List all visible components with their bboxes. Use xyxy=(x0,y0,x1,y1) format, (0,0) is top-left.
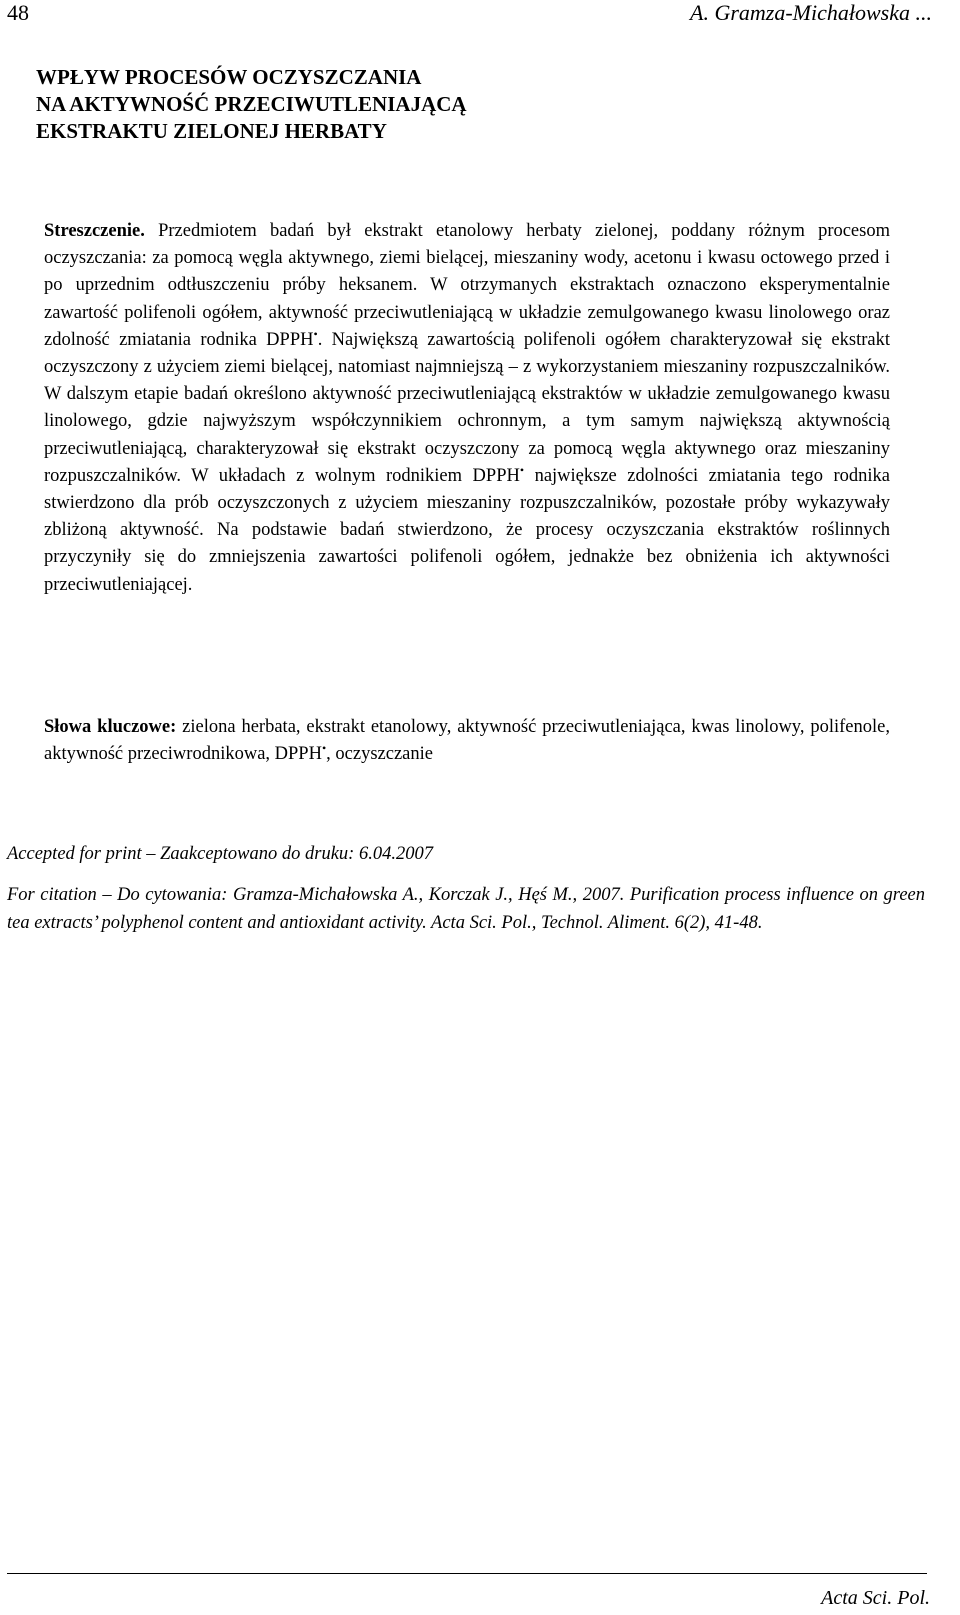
title-line-1: WPŁYW PROCESÓW OCZYSZCZANIA xyxy=(36,65,422,89)
abstract-text-2: . Największą zawartością polifenoli ogółem charakteryzował się ekstrakt oczyszczony z użyciem ziemi bielącej, natomiast najmniejszą – z wykorzystaniem mieszaniny rozpuszczalników. W dalszym etapie badań określono aktywność przeciwutleniającą ekstraktów w układzie zemulgowanego kwasu linolowego, gdzie najwyższym współczynnikiem ochronnym, a tym samym największą aktywnością przeciwutleniającą, charakteryzował się ekstrakt oczyszczony za pomocą węgla aktywnego oraz mieszaniny rozpuszczalników. W układach z wolnym rodnikiem DPPH xyxy=(44,329,890,486)
radical-dot: • xyxy=(321,741,327,756)
abstract-text-3: największe zdolności zmiatania tego rodnika stwierdzono dla prób oczyszczonych z użyciem mieszaniny rozpuszczalników, pozostałe próby wykazywały zbliżoną aktywność. Na podstawie badań stwierdzono, że procesy oczyszczania ekstraktów roślinnych przyczyniły się do zmniejszenia zawartości polifenoli ogółem, jednakże bez obniżenia ich aktywności przeciwutleniającej. xyxy=(44,465,890,595)
running-head: A. Gramza-Michałowska ... xyxy=(690,0,932,25)
abstract-text-1: Przedmiotem badań był ekstrakt etanolowy herbaty zielonej, poddany różnym procesom oczyszczania: za pomocą węgla aktywnego, ziemi bielącej, mieszaniny wody, acetonu i kwasu octowego przed i po uprzednim odtłuszczeniu próby heksanem. W otrzymanych ekstraktach oznaczono eksperymentalnie zawartość polifenoli ogółem, aktywność przeciwutleniającą w układzie zemulgowanego kwasu linolowego oraz zdolność zmiatania rodnika DPPH xyxy=(44,221,890,350)
title-line-3: EKSTRAKTU ZIELONEJ HERBATY xyxy=(36,119,387,143)
accepted-date: Accepted for print – Zaakceptowano do druku: 6.04.2007 xyxy=(7,844,433,864)
title-line-2: NA AKTYWNOŚĆ PRZECIWUTLENIAJĄCĄ xyxy=(36,92,467,116)
citation: For citation – Do cytowania: Gramza-Michałowska A., Korczak J., Hęś M., 2007. Purification process influence on green tea extracts’ polyphenol content and antioxidant activity. Acta Sci. Pol., Technol. Aliment. 6(2), 41-48. xyxy=(7,885,925,933)
keywords-text-1: zielona herbata, ekstrakt etanolowy, aktywność przeciwutleniająca, kwas linolowy, polifenole, aktywność przeciwrodnikowa, DPPH xyxy=(44,717,890,765)
page-number: 48 xyxy=(7,0,29,25)
abstract-label: Streszczenie. xyxy=(44,221,145,241)
abstract xyxy=(44,218,890,599)
footer-journal: Acta Sci. Pol. xyxy=(821,1587,930,1609)
keywords xyxy=(44,714,890,768)
keywords-label: Słowa kluczowe: xyxy=(44,717,177,737)
radical-dot: • xyxy=(519,462,525,477)
article-title xyxy=(36,64,467,145)
keywords-text-2: , oczyszczanie xyxy=(326,744,433,765)
radical-dot: • xyxy=(313,326,318,341)
footer-rule xyxy=(7,1573,927,1574)
